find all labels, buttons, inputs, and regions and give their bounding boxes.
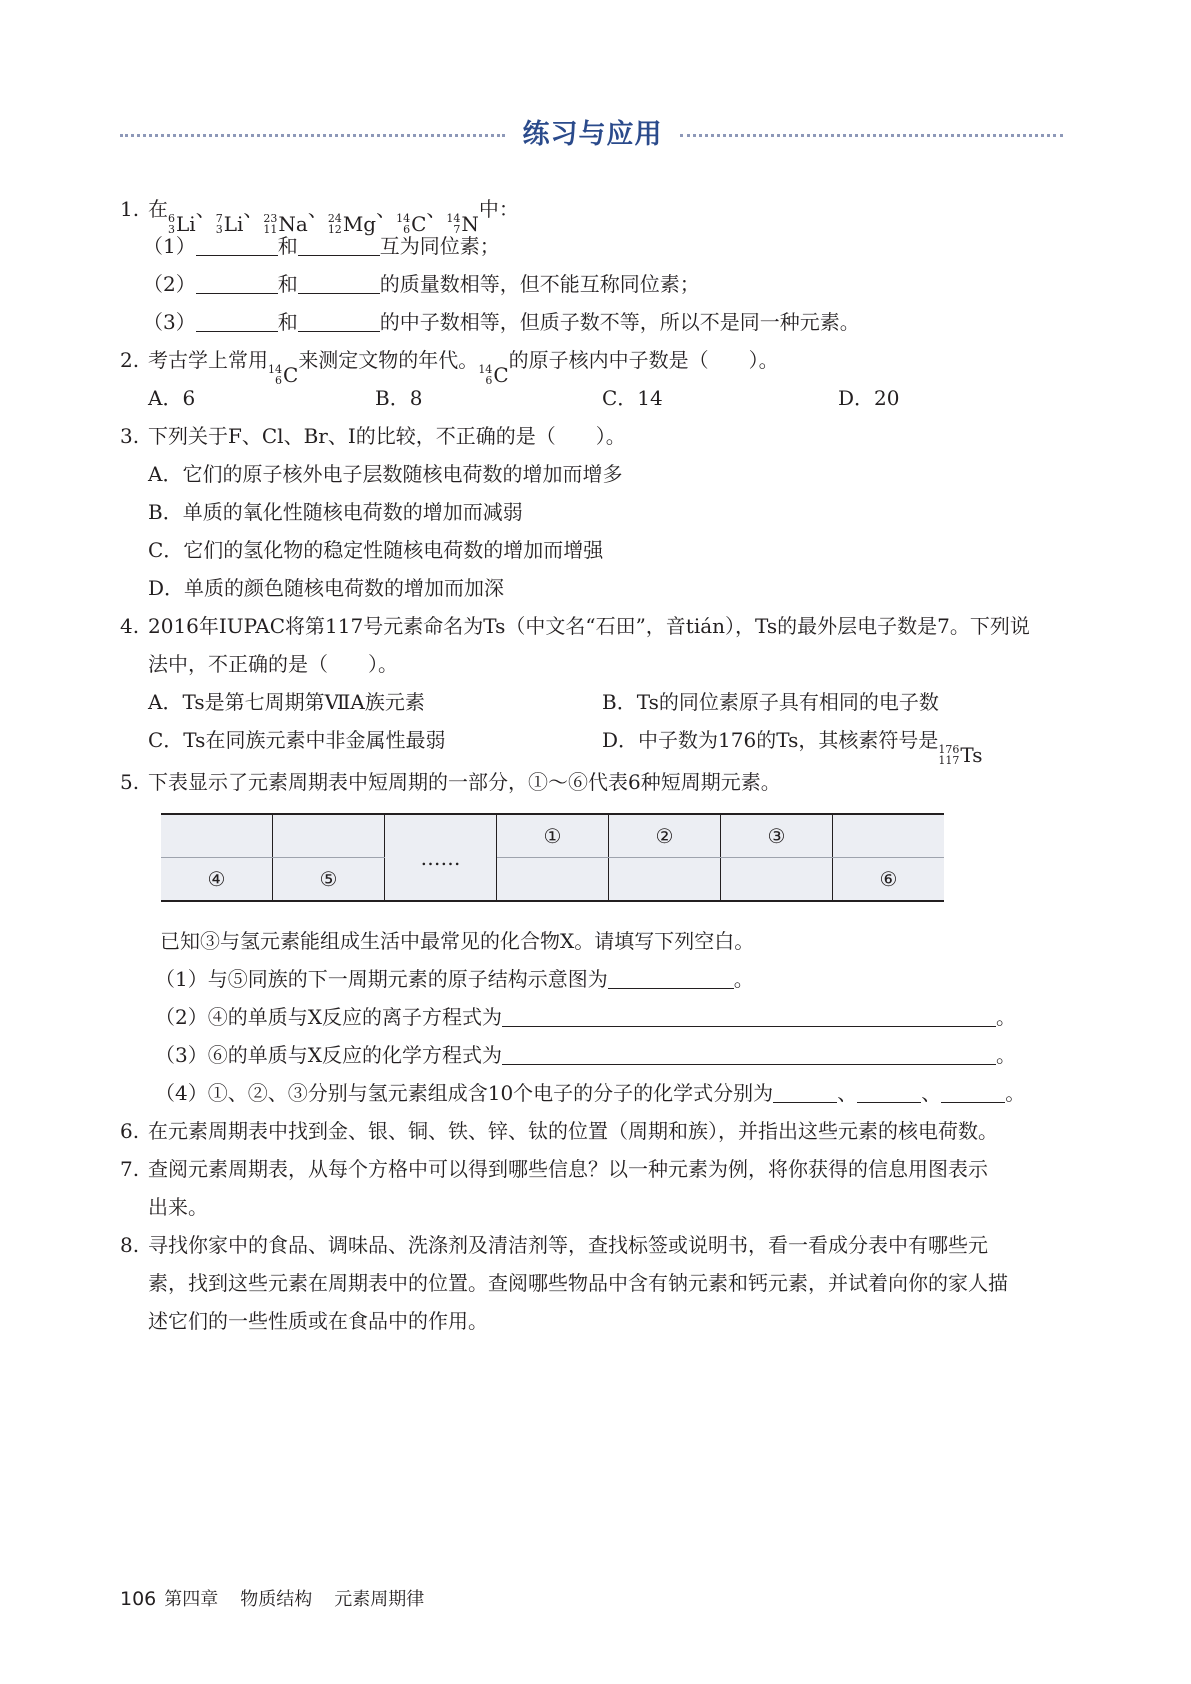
q4-option-d[interactable]: D．中子数为176的Ts，其核素符号是 176 117 Ts [602,728,983,767]
q2-option-c[interactable]: C．14 [602,386,663,410]
answer-blank[interactable] [941,1082,1005,1103]
answer-blank[interactable] [608,968,734,989]
isotope-c-14: 14 6 C [268,363,299,387]
table-cell [497,858,609,902]
answer-blank[interactable] [298,273,380,294]
isotope-li-7: 7 3 Li [215,212,244,236]
table-cell [161,814,273,858]
question-8-line-3: 述它们的一些性质或在食品中的作用。 [148,1309,488,1333]
question-6: 6. 在元素周期表中找到金、银、铜、铁、锌、钛的位置（周期和族），并指出这些元素的核电荷数。 [120,1119,998,1143]
question-5-part-3: （3）⑥的单质与X反应的化学方程式为 。 [155,1043,1016,1067]
q3-option-c[interactable]: C．它们的氢化物的稳定性随核电荷数的增加而增强 [148,538,604,562]
q2-option-d[interactable]: D．20 [838,386,900,410]
q3-option-d[interactable]: D．单质的颜色随核电荷数的增加而加深 [148,576,505,600]
table-cell: ① [497,814,609,858]
question-1-part-2: （2） 和 的质量数相等，但不能互称同位素； [143,272,700,296]
question-8: 8. 寻找你家中的食品、调味品、洗涤剂及清洁剂等，查找标签或说明书，看一看成分表中有哪些元 [120,1233,988,1257]
table-cell: ⑤ [273,858,385,902]
question-1: 1. 在 6 3 Li 、 7 3 Li 、 23 11 Na 、 24 12 Mg 、 14 6 C 、 14 7 N 中： [120,197,519,236]
question-5-part-1: （1）与⑤同族的下一周期元素的原子结构示意图为 。 [155,967,754,991]
question-5-part-2: （2）④的单质与X反应的离子方程式为 。 [155,1005,1016,1029]
q3-option-a[interactable]: A．它们的原子核外电子层数随核电荷数的增加而增多 [148,462,623,486]
isotope-li-6: 6 3 Li [168,212,196,236]
isotope-ts-176: 176 117 Ts [938,743,983,767]
q2-option-a[interactable]: A．6 [148,386,196,410]
table-cell: ④ [161,858,273,902]
table-cell: ② [609,814,721,858]
question-3: 3. 下列关于F、Cl、Br、I的比较，不正确的是（ ）。 [120,424,626,448]
isotope-n-14: 14 7 N [446,212,479,236]
q3-option-b[interactable]: B．单质的氧化性随核电荷数的增加而减弱 [148,500,523,524]
table-cell: ③ [721,814,833,858]
q4-option-b[interactable]: B．Ts的同位素原子具有相同的电子数 [602,690,939,714]
isotope-mg-24: 24 12 Mg [327,212,377,236]
answer-blank[interactable] [298,235,380,256]
question-4-line-2: 法中，不正确的是（ ）。 [148,652,398,676]
table-cell [609,858,721,902]
table-cell [273,814,385,858]
answer-blank[interactable] [196,273,278,294]
answer-blank[interactable] [773,1082,837,1103]
question-1-part-3: （3） 和 的中子数相等，但质子数不等，所以不是同一种元素。 [143,310,860,334]
q4-option-a[interactable]: A．Ts是第七周期第ⅦA族元素 [148,690,425,714]
question-4: 4. 2016年IUPAC将第117号元素命名为Ts（中文名“石田”，音tián），Ts的最外层电子数是7。下列说 [120,614,1030,638]
section-header [120,118,1063,158]
question-1-part-1: （1） 和 互为同位素； [143,234,500,258]
answer-blank[interactable] [298,311,380,332]
header-dotted-rule-right [680,134,1063,137]
q4-option-c[interactable]: C．Ts在同族元素中非金属性最弱 [148,728,446,752]
header-dotted-rule-left [120,134,505,137]
question-5-part-4: （4）①、②、③分别与氢元素组成含10个电子的分子的化学式分别为 、 、 。 [155,1081,1026,1105]
chapter-title-1: 物质结构 [240,1589,313,1610]
q2-option-b[interactable]: B．8 [375,386,423,410]
question-5: 5. 下表显示了元素周期表中短周期的一部分，①～⑥代表6种短周期元素。 [120,770,781,794]
isotope-na-23: 23 11 Na [263,212,308,236]
table-cell: ⑥ [833,858,945,902]
question-2: 2. 考古学上常用 14 6 C 来测定文物的年代。 14 6 C 的原子核内中子数是（ ）。 [120,348,779,387]
isotope-c-14: 14 6 C [396,212,427,236]
chapter-title-2: 元素周期律 [334,1589,425,1610]
table-cell-ellipsis: …… [385,814,497,901]
question-7: 7. 查阅元素周期表，从每个方格中可以得到哪些信息？以一种元素为例，将你获得的信息用图表示 [120,1157,988,1181]
answer-blank[interactable] [857,1082,921,1103]
periodic-table-fragment [161,813,944,902]
question-5-known: 已知③与氢元素能组成生活中最常见的化合物X。请填写下列空白。 [160,929,755,953]
answer-blank[interactable] [502,1044,996,1065]
isotope-c-14: 14 6 C [478,363,509,387]
section-title: 练习与应用 [522,119,663,150]
question-7-line-2: 出来。 [148,1195,208,1219]
table-cell [721,858,833,902]
question-8-line-2: 素，找到这些元素在周期表中的位置。查阅哪些物品中含有钠元素和钙元素，并试着向你的家人描 [148,1271,1008,1295]
answer-blank[interactable] [196,311,278,332]
page-number: 106 [120,1588,157,1610]
page-footer [120,1587,424,1612]
table-cell [833,814,945,858]
chapter-label: 第四章 [164,1589,219,1610]
answer-blank[interactable] [196,235,278,256]
answer-blank[interactable] [502,1006,996,1027]
